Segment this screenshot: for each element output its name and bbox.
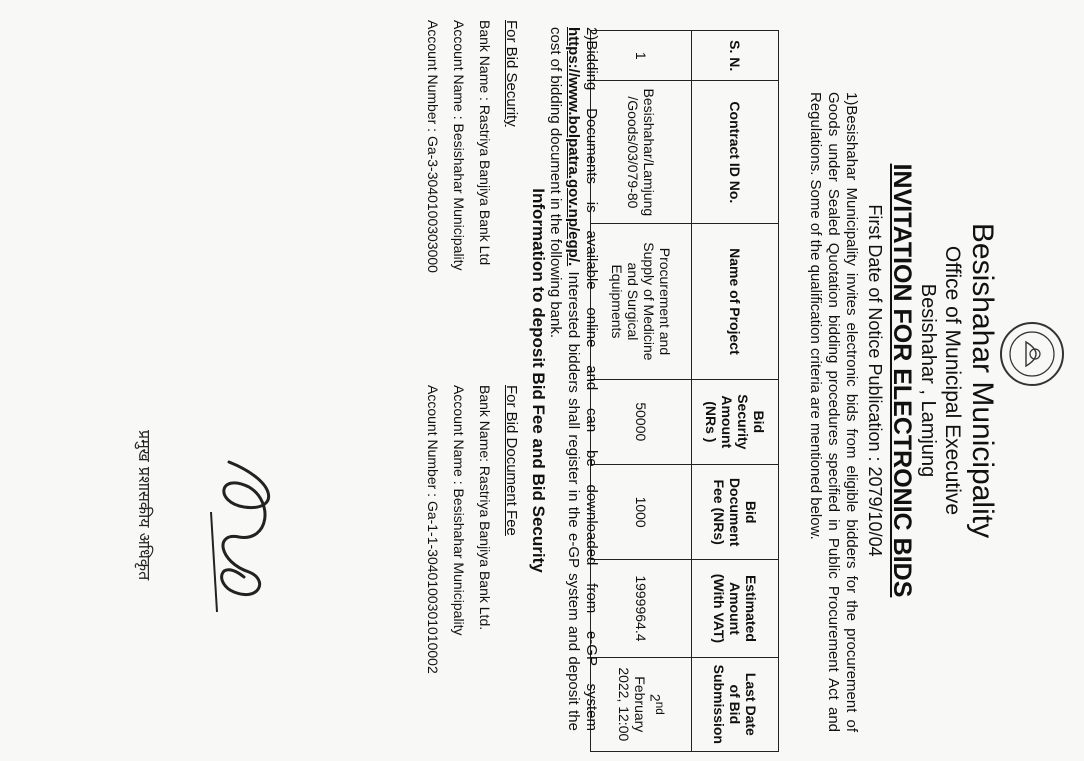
bidding-documents-paragraph [546,27,600,731]
bid-document-fee-bank: Bank Name: Rastriya Banjiya Bank Ltd. [477,385,493,631]
deposit-info-heading: Information to deposit Bid Fee and Bid Security [529,188,548,573]
cell-doc-fee: 1000 [591,465,692,560]
last-date-suffix: nd [653,701,667,715]
header-sn: S. N. [692,31,779,81]
cell-last-date [591,657,692,751]
table-header-row [692,31,779,752]
header-bid-security: Bid Security Amount (NRs ) [692,379,779,464]
egp-link[interactable]: https://www.bolpatra.gov.np/egp/. [565,27,582,267]
cell-sn: 1 [591,31,692,81]
paragraph2-text-before: 2)Bidding Documents is available online and can be downloaded from e-GP system [583,27,600,731]
publication-date: First Date of Notice Publication : 2079/10/04 [865,204,885,557]
municipality-name: Besishahar Municipality [966,222,999,539]
last-date-rest: February 2022, 12:00 [615,667,648,742]
municipal-seal-icon [998,320,1066,388]
bid-security-bank: Bank Name : Rastriya Banjiya Bank Ltd [477,20,493,266]
invitation-paragraph: 1)Besishahar Municipality invites electronic bids from eligible bidders for the procurement of Goods under Sealed Quotation bidding procedures specified in Public Procurement Act and Regulations. Some of the qualification criteria are mentioned below. [807,92,860,732]
bid-security-account-number: Account Number : Ga-3-3040100303000 [425,20,441,273]
header-last-date: Last Date of Bid Submission [692,657,779,751]
location: Besishahar , Lamjung [917,283,939,478]
bid-document-fee-account-name: Account Name : Besishahar Municipality [451,385,467,636]
office-name: Office of Municipal Executive [941,245,964,516]
signature-stamp-text: प्रमुख प्रशासकीय अधिकृत [135,430,154,581]
bid-table [590,30,779,752]
cell-contract-id: Besishahar/Lamjung /Goods/03/079-80 [591,81,692,224]
header-contract-id: Contract ID No. [692,81,779,224]
bid-document-fee-block [420,385,524,674]
handwritten-signature [199,452,289,622]
notice-title: INVITATION FOR ELECTRONIC BIDS [888,163,916,598]
cell-project: Procurement and Supply of Medicine and Surgical Equipments [591,224,692,379]
cell-bid-security: 50000 [591,379,692,464]
bid-document-fee-account-number: Account Number : Ga-1-1-3040100301010002 [425,385,441,674]
header-estimated: Estimated Amount (With VAT) [692,560,779,657]
paragraph2-text-after: Interested bidders shall register in the e-GP system and deposit the cost of bidding document in the following bank. [547,27,582,731]
cell-estimated: 1999964.4 [591,560,692,657]
table-row [591,31,692,752]
header-doc-fee: Bid Document Fee (NRs) [692,465,779,560]
last-date-day: 2 [647,693,664,702]
bid-security-title: For Bid Security [503,20,520,127]
bid-security-block [420,20,524,273]
header-project: Name of Project [692,224,779,379]
bid-document-fee-title: For Bid Document Fee [503,385,520,536]
bid-security-account-name: Account Name : Besishahar Municipality [451,20,467,271]
